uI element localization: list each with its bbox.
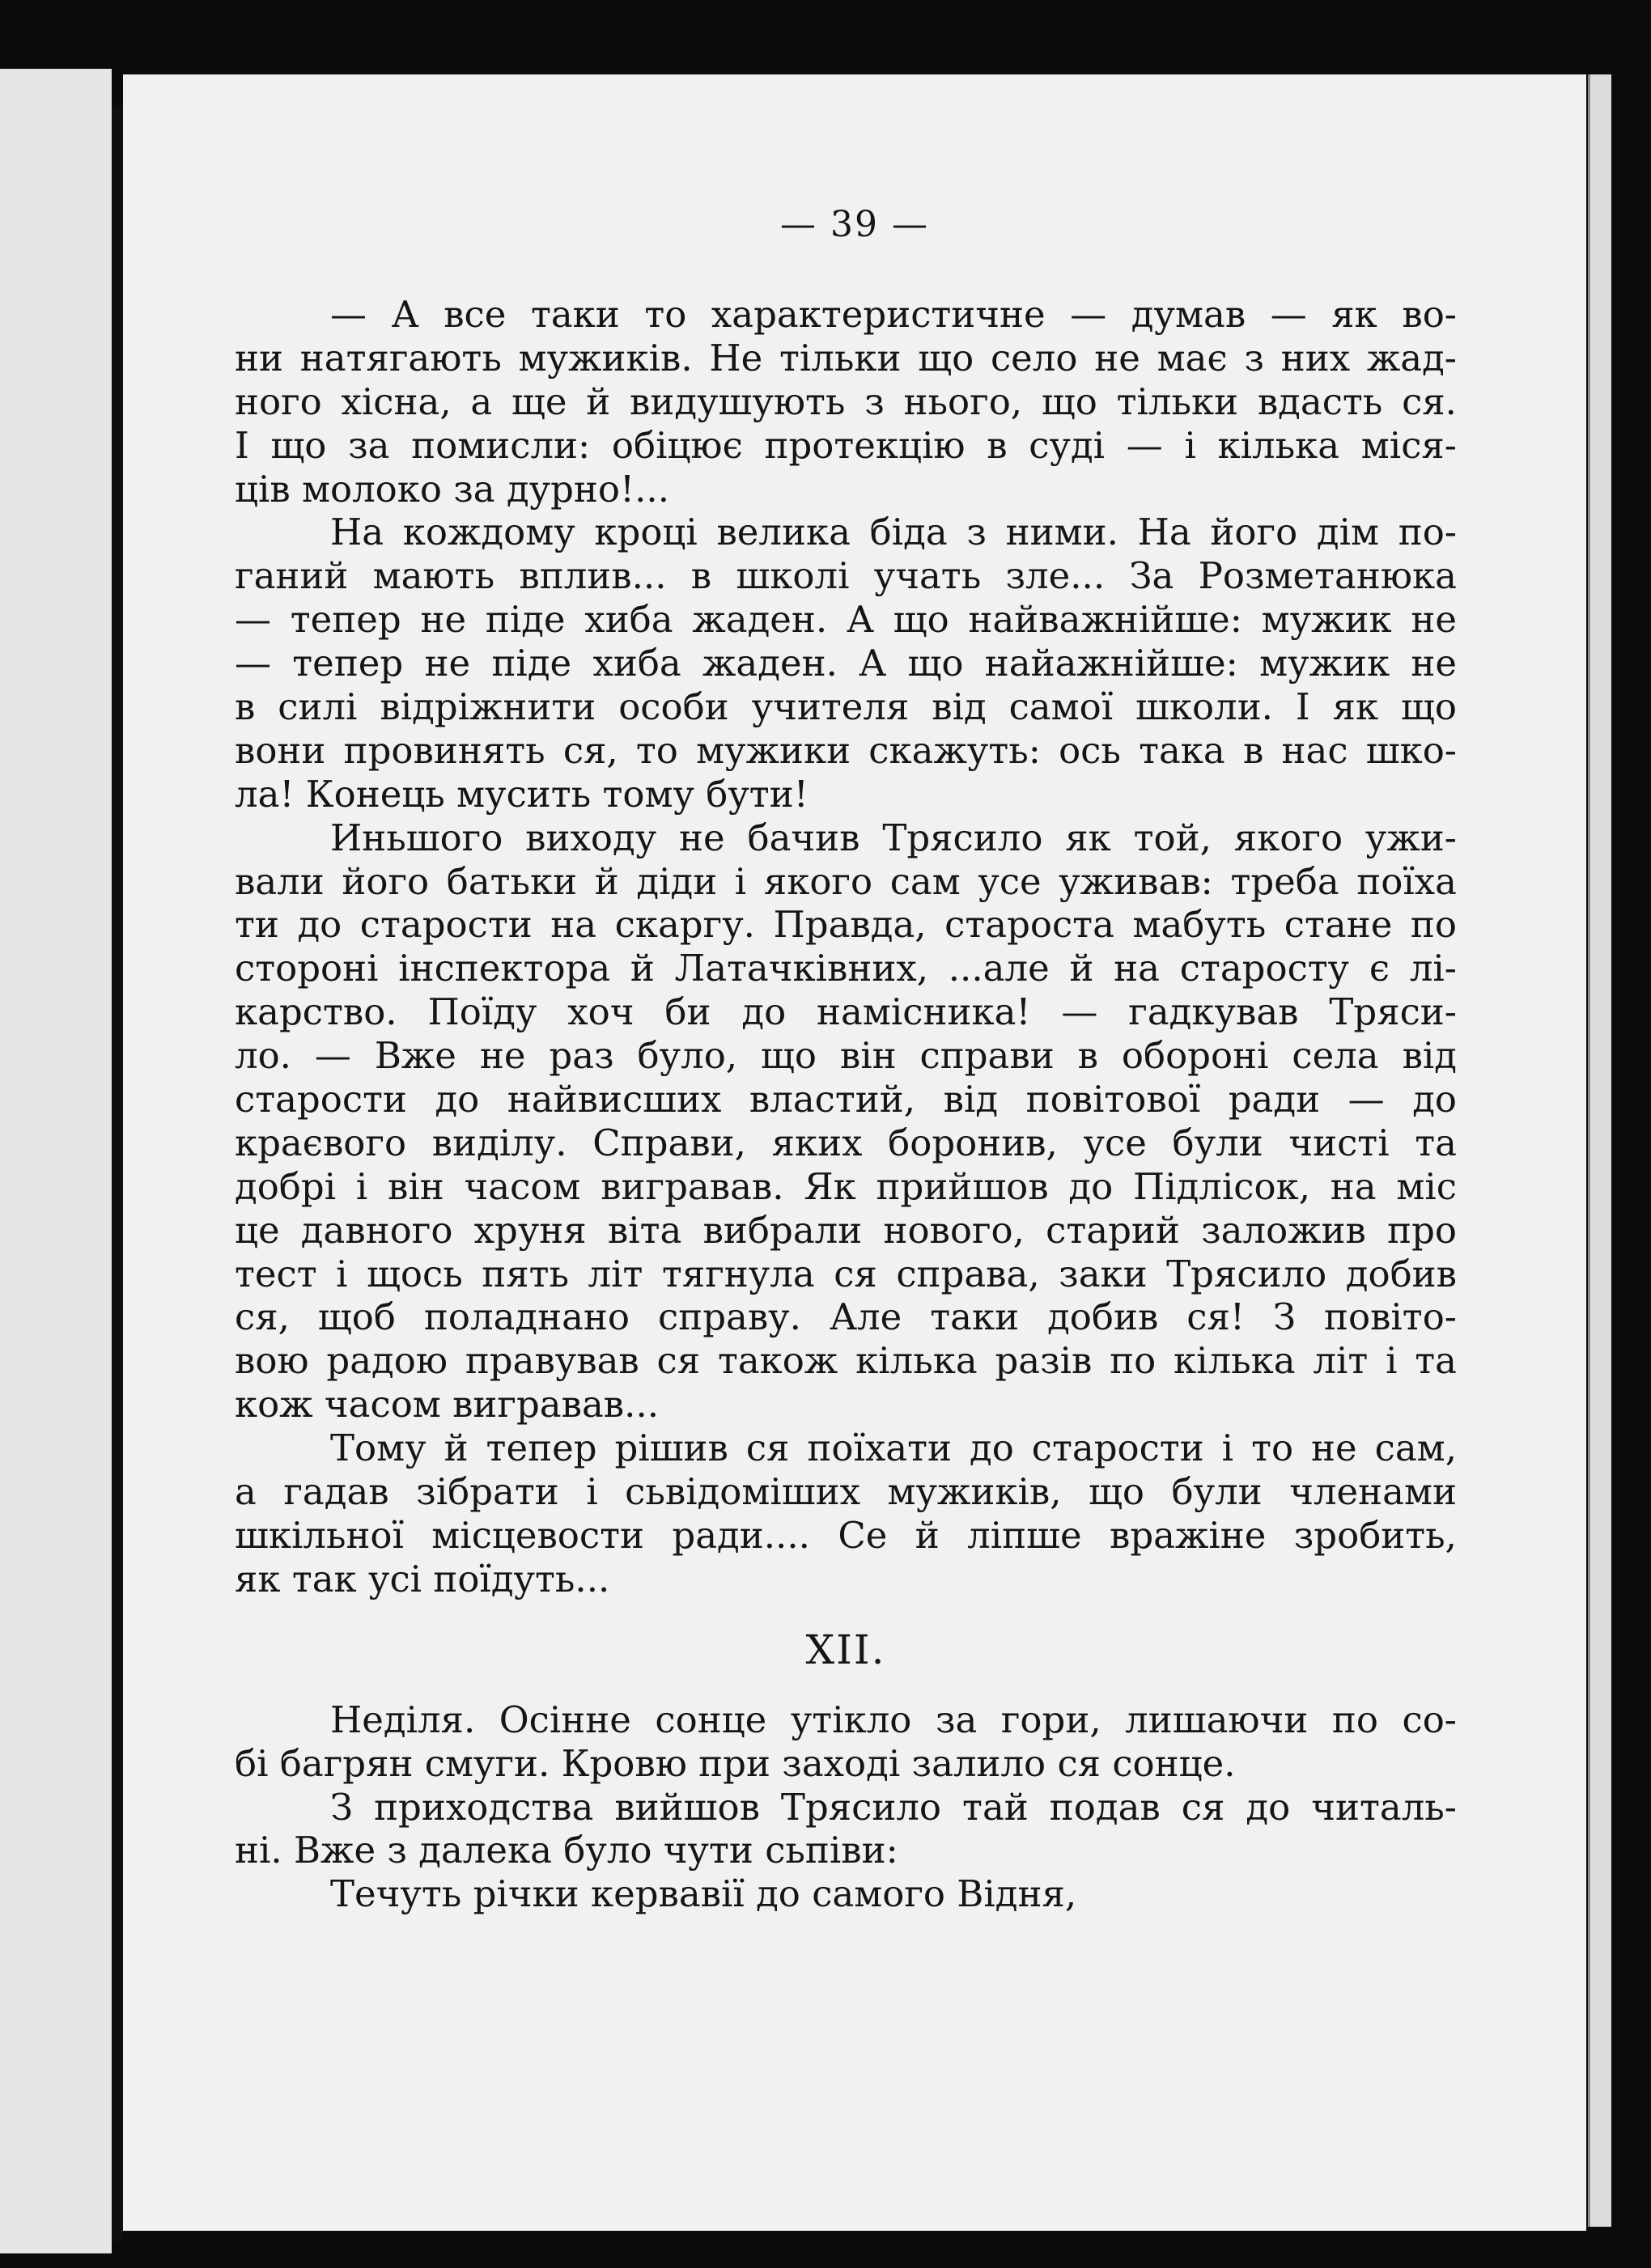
text-line: ганий мають вплив... в школі учать зле... За Розметанюка <box>235 554 1457 598</box>
text-line: ла! Конець мусить тому бути! <box>235 772 809 816</box>
left-page-edge <box>0 69 112 2253</box>
text-line: краєвого виділу. Справи, яких боронив, усе були чисті та <box>235 1121 1457 1164</box>
text-line: добрі і він часом вигравав. Як прийшов до Підлісок, на міс <box>235 1164 1457 1208</box>
text-line: ців молоко за дурно!... <box>235 467 670 511</box>
text-line: старости до найвисших властий, від повітової ради — до <box>235 1078 1457 1121</box>
text-line: стороні інспектора й Латачківних, ...але й на старосту є лі- <box>235 947 1457 990</box>
text-line: ло. — Вже не раз було, що він справи в обороні села від <box>235 1034 1457 1078</box>
text-line: ни натягають мужиків. Не тільки що село не має з них жад- <box>235 336 1457 379</box>
page-edge <box>1588 74 1611 2227</box>
text-line: вали його батьки й діди і якого сам усе уживав: треба поїха <box>235 859 1457 903</box>
text-line: ні. Вже з далека було чути сьпіви: <box>235 1829 898 1872</box>
text-line: а гадав зібрати і сьвідоміших мужиків, що були членами <box>235 1470 1457 1514</box>
text-line: — тепер не піде хиба жаден. А що найажнійше: мужик не <box>235 642 1457 685</box>
text-line: Течуть річки кервавії до самого Відня, <box>330 1872 1077 1916</box>
text-line: шкільної місцевости ради.... Се й ліпше вражіне зробить, <box>235 1513 1457 1557</box>
text-line: На кождому кроці велика біда з ними. На його дім по- <box>330 511 1457 554</box>
text-line: карство. Поїду хоч би до намісника! — гадкував Тряси- <box>235 990 1457 1034</box>
text-line: це давного хруня віта вибрали нового, старий заложив про <box>235 1208 1457 1252</box>
text-line: ти до старости на скаргу. Правда, староста мабуть стане по <box>235 903 1457 947</box>
page-text <box>235 293 1457 1916</box>
text-line: в силі відріжнити особи учителя від самої школи. І як що <box>235 685 1457 729</box>
text-line: З приходства вийшов Трясило тай подав ся до читаль- <box>330 1785 1457 1829</box>
text-line: Иньшого виходу не бачив Трясило як той, якого ужи- <box>330 816 1457 859</box>
text-line: вою радою правував ся також кілька разів по кілька літ і та <box>235 1339 1457 1383</box>
text-line: вони провинять ся, то мужики скажуть: ось така в нас шко- <box>235 728 1457 772</box>
text-line: кож часом вигравав... <box>235 1383 660 1427</box>
text-line: ся, щоб поладнано справу. Але таки добив ся! З повіто- <box>235 1295 1457 1339</box>
text-line: бі багрян смуги. Кровю при заході залило ся сонце. <box>235 1741 1236 1785</box>
book-spine <box>112 105 123 2241</box>
text-line: — А все таки то характеристичне — думав — як во- <box>330 293 1457 336</box>
text-line: Тому й тепер рішив ся поїхати до старости і то не сам, <box>330 1427 1457 1470</box>
text-line: І що за помисли: обіцює протекцію в суді — і кілька міся- <box>235 423 1457 467</box>
text-line: — тепер не піде хиба жаден. А що найважнійше: мужик не <box>235 598 1457 642</box>
text-line: Неділя. Осінне сонце утікло за гори, лишаючи по со- <box>330 1698 1457 1741</box>
page-number: — 39 — <box>780 204 929 245</box>
chapter-heading: XII. <box>805 1626 886 1673</box>
text-line: тест і щось пять літ тягнула ся справа, заки Трясило добив <box>235 1252 1457 1295</box>
text-line: ного хісна, а ще й видушують з нього, що тільки вдасть ся. <box>235 379 1457 423</box>
text-line: як так усі поїдуть... <box>235 1557 610 1600</box>
